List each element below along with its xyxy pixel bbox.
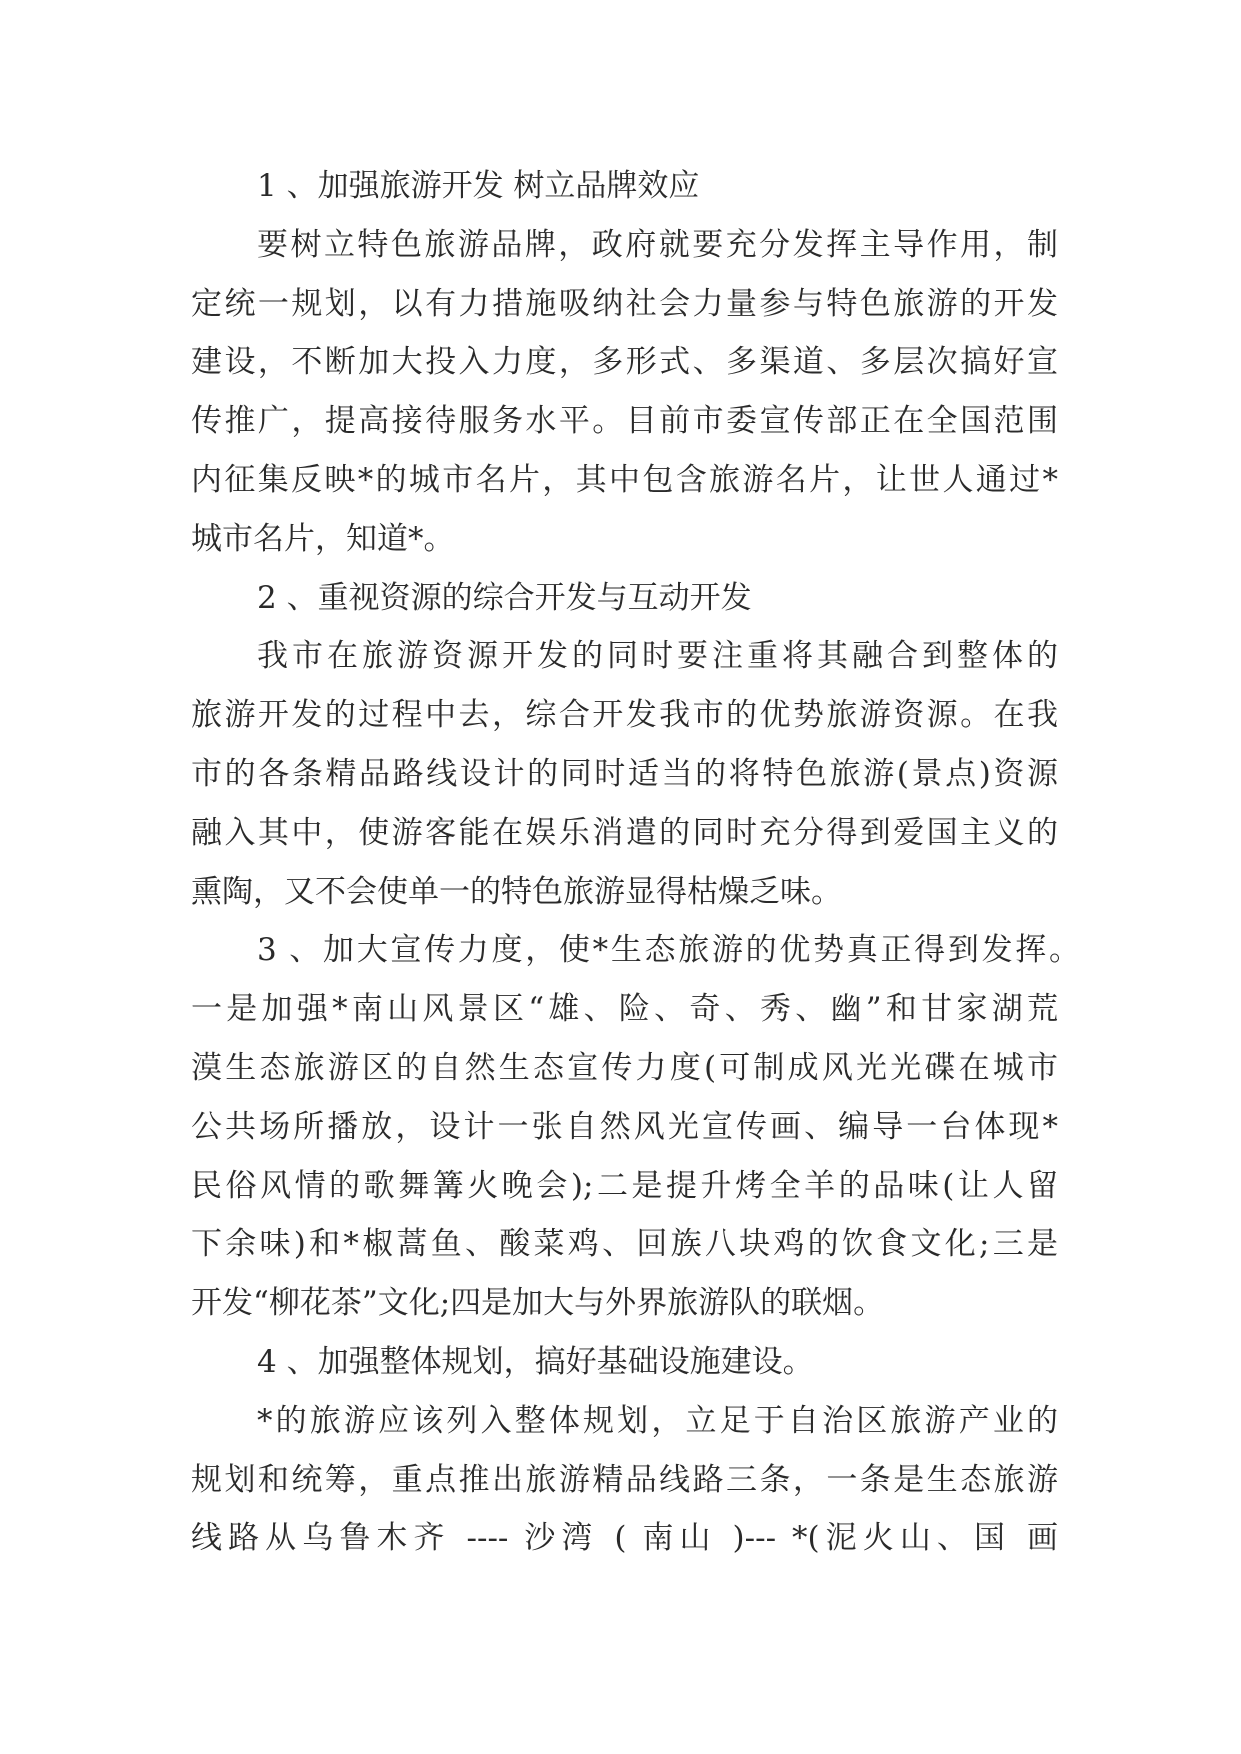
body-line: 一是加强*南山风景区“雄、险、奇、秀、幽”和甘家湖荒 [191, 991, 1058, 1028]
section-heading: 2 、重视资源的综合开发与互动开发 [257, 579, 752, 616]
body-line: 规划和统筹，重点推出旅游精品线路三条，一条是生态旅游 [191, 1461, 1058, 1498]
section-2 [191, 569, 1058, 922]
body-line: 市的各条精品路线设计的同时适当的将特色旅游(景点)资源 [191, 755, 1058, 792]
section-1 [191, 157, 1058, 569]
body-line: 城市名片，知道*。 [191, 520, 455, 557]
body-line: *的旅游应该列入整体规划，立足于自治区旅游产业的 [257, 1402, 1058, 1439]
section-heading: 4 、加强整体规划，搞好基础设施建设。 [257, 1343, 814, 1380]
section-heading: 3 、加大宣传力度，使*生态旅游的优势真正得到发挥。 [257, 932, 1080, 969]
body-line: 开发“柳花茶”文化;四是加大与外界旅游队的联烟。 [191, 1285, 885, 1322]
body-line: 线路从乌鲁木齐 ---- 沙湾 ( 南山 )--- *(泥火山、国 画 [191, 1520, 1058, 1557]
body-line: 民俗风情的歌舞篝火晚会);二是提升烤全羊的品味(让人留 [191, 1167, 1058, 1204]
section-heading: 1 、加强旅游开发 树立品牌效应 [257, 168, 700, 204]
body-line: 公共场所播放，设计一张自然风光宣传画、编导一台体现* [191, 1108, 1058, 1145]
body-line: 漠生态旅游区的自然生态宣传力度(可制成风光光碟在城市 [191, 1049, 1058, 1086]
body-line: 建设，不断加大投入力度，多形式、多渠道、多层次搞好宣 [191, 344, 1058, 381]
body-line: 内征集反映*的城市名片，其中包含旅游名片，让世人通过* [191, 461, 1058, 498]
body-line: 下余味)和*椒蒿鱼、酸菜鸡、回族八块鸡的饮食文化;三是 [191, 1226, 1058, 1263]
document-body [191, 157, 1080, 1568]
body-line: 我市在旅游资源开发的同时要注重将其融合到整体的 [257, 638, 1058, 675]
body-line: 定统一规划，以有力措施吸纳社会力量参与特色旅游的开发 [191, 285, 1058, 322]
body-line: 熏陶，又不会使单一的特色旅游显得枯燥乏味。 [191, 873, 842, 910]
section-3 [191, 921, 1080, 1333]
section-4 [191, 1333, 1058, 1568]
body-line: 传推广，提高接待服务水平。目前市委宣传部正在全国范围 [191, 403, 1058, 440]
body-line: 要树立特色旅游品牌，政府就要充分发挥主导作用，制 [257, 226, 1058, 263]
body-line: 旅游开发的过程中去，综合开发我市的优势旅游资源。在我 [191, 697, 1058, 734]
body-line: 融入其中，使游客能在娱乐消遣的同时充分得到爱国主义的 [191, 814, 1058, 851]
